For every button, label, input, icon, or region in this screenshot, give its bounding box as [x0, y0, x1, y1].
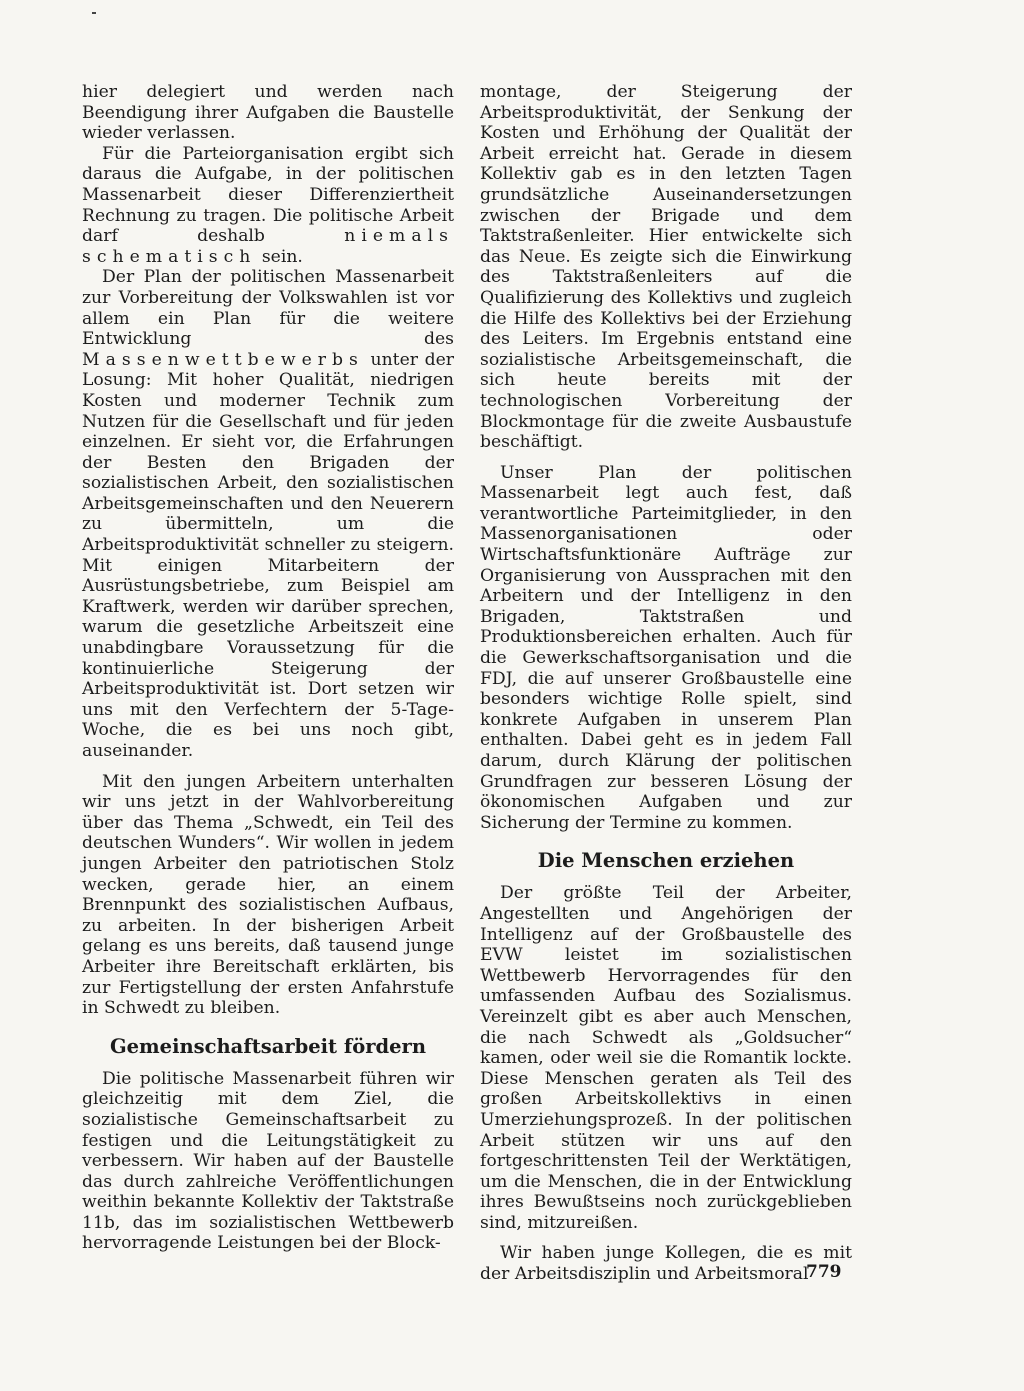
section-heading: Die Menschen erziehen	[537, 849, 795, 873]
paragraph: hier delegiert und werden nach Beendigung ihrer Aufgaben die Baustelle wieder verlassen.	[82, 82, 454, 144]
paragraph: Die politische Massenarbeit führen wir gleichzeitig mit dem Ziel, die sozialistische Gemeinschaftsarbeit zu festigen und die Leitungstätigkeit zu verbessern. Wir haben auf der Baustelle das durch zahlreiche Veröffentlichungen weithin bekannte Kollektiv der Taktstraße 11b, das im sozialistischen Wettbewerb hervorragende Leistungen bei der Block-	[82, 1068, 454, 1254]
paragraph-text: Für die Parteiorganisation ergibt sich daraus die Aufgabe, in der politischen Massenarbeit dieser Differenziertheit Rechnung zu tragen. Die politische Arbeit darf deshalb	[82, 143, 454, 247]
paragraph: Unser Plan der politischen Massenarbeit legt auch fest, daß verantwortliche Parteimitglieder, in den Massenorganisationen oder Wirtschaftsfunktionäre Aufträge zur Organisierung von Aussprachen mit den Arbeitern und der Intelligenz in den Brigaden, Taktstraßen und Produktionsbereichen erhalten. Auch für die Gewerkschaftsorganisation und die FDJ, die auf unserer Großbaustelle eine besonders wichtige Rolle spielt, sind konkrete Aufgaben in unserem Plan enthalten. Dabei geht es in jedem Fall darum, durch Klärung der politischen Grundfragen zur besseren Lösung der ökonomischen Aufgaben und zur Sicherung der Termine zu kommen.	[480, 462, 852, 833]
emphasis-spaced: niemals schematisch	[82, 226, 454, 267]
paragraph: Mit den jungen Arbeitern unterhalten wir uns jetzt in der Wahlvorbereitung über das Thema „Schwedt, ein Teil des deutschen Wunders“. Wir wollen in jedem jungen Arbeiter den patriotischen Stolz wecken, gerade hier, an einem Brennpunkt des sozialistischen Aufbaus, zu arbeiten. In der bisherigen Arbeit gelang es uns bereits, daß tausend junge Arbeiter ihre Bereitschaft erklärten, bis zur Fertigstellung der ersten Anfahrstufe in Schwedt zu bleiben.	[82, 771, 454, 1019]
scan-speck	[92, 12, 96, 14]
emphasis-spaced: Massenwettbewerbs	[82, 349, 364, 370]
paragraph-text: Der Plan der politischen Massenarbeit zur Vorbereitung der Volkswahlen ist vor allem ein Plan für die weitere Entwicklung des	[82, 267, 454, 350]
page-number: 779	[806, 1262, 842, 1282]
left-column	[82, 82, 454, 1254]
paragraph	[82, 267, 454, 761]
paragraph: Wir haben junge Kollegen, die es mit der Arbeitsdisziplin und Arbeitsmoral	[480, 1243, 852, 1285]
right-column	[480, 82, 852, 1285]
section-heading: Gemeinschaftsarbeit fördern	[109, 1034, 427, 1058]
paragraph	[82, 144, 454, 268]
paragraph-text: sein.	[261, 246, 303, 267]
paragraph: montage, der Steigerung der Arbeitsproduktivität, der Senkung der Kosten und Erhöhung der Qualität der Arbeit erreicht hat. Gerade in diesem Kollektiv gab es in den letzten Tagen grundsätzliche Auseinandersetzungen zwischen der Brigade und dem Taktstraßenleiter. Hier entwickelte sich das Neue. Es zeigte sich die Einwirkung des Taktstraßenleiters auf die Qualifizierung des Kollektivs und zugleich die Hilfe des Kollektivs bei der Erziehung des Leiters. Im Ergebnis entstand eine sozialistische Arbeitsgemeinschaft, die sich heute bereits mit der technologischen Vorbereitung der Blockmontage für die zweite Ausbaustufe beschäftigt.	[480, 82, 852, 453]
paragraph: Der größte Teil der Arbeiter, Angestellten und Angehörigen der Intelligenz auf der Großbaustelle des EVW leistet im sozialistischen Wettbewerb Hervorragendes für den umfassenden Aufbau des Sozialismus. Vereinzelt gibt es aber auch Menschen, die nach Schwedt als „Goldsucher“ kamen, oder weil sie die Romantik lockte. Diese Menschen geraten als Teil des großen Arbeitskollektivs in einen Umerziehungsprozeß. In der politischen Arbeit stützen wir uns auf den fortgeschrittensten Teil der Werktätigen, um die Menschen, die in der Entwicklung ihres Bewußtseins noch zurückgeblieben sind, mitzureißen.	[480, 883, 852, 1233]
paragraph-text: unter der Losung: Mit hoher Qualität, niedrigen Kosten und moderner Technik zum Nutzen für die Gesellschaft und für jeden einzelnen. Er sieht vor, die Erfahrungen der Besten den Brigaden der sozialistischen Arbeit, den sozialistischen Arbeitsgemeinschaften und den Neuerern zu übermitteln, um die Arbeitsproduktivität schneller zu steigern. Mit einigen Mitarbeitern der Ausrüstungsbetriebe, zum Beispiel am Kraftwerk, werden wir darüber sprechen, warum die gesetzliche Arbeitszeit eine unabdingbare Voraussetzung für die kontinuierliche Steigerung der Arbeitsproduktivität ist. Dort setzen wir uns mit den Verfechtern der 5-Tage-Woche, die es bei uns noch gibt, auseinander.	[82, 349, 454, 761]
